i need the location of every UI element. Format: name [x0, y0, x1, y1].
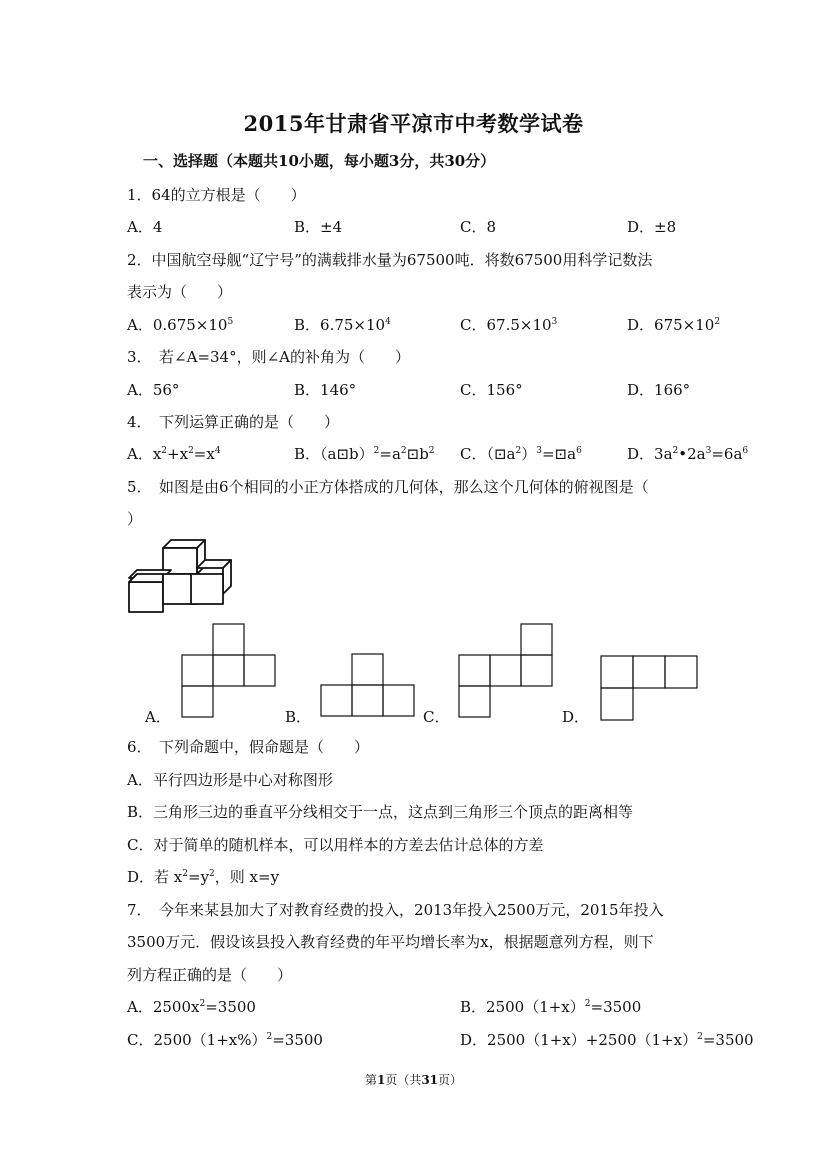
q4-option-d: D．$3a^2•2a^3=6a^6$ [627, 445, 749, 463]
page-title: 2015年甘肃省平凉市中考数学试卷 [243, 111, 584, 136]
cube-solid-figure [125, 538, 235, 618]
q7-option-a: A．$2500x^2=3500$ [127, 998, 256, 1016]
q4-option-b: B．$(a⊡b)^2=a^2⊡b^2$ [294, 445, 435, 463]
q2-option-b: B．$6.75\times 10^4$ [294, 316, 391, 334]
q1-option-a: A．4 [127, 218, 163, 236]
q7-option-d: D．$2500(1+x)+2500(1+x)^2=3500$ [460, 1031, 754, 1049]
q5-option-d-label: D． [562, 708, 590, 726]
q5-stem-line1: 5． 如图是由6个相同的小正方体搭成的几何体，那么这个几何体的俯视图是（ [127, 478, 649, 496]
q7-stem-line3: 列方程正确的是（ ） [127, 966, 293, 984]
q2-stem-line1: 2．中国航空母舰“辽宁号”的满载排水量为67500吨．将数67500用科学记数法 [127, 251, 653, 269]
q4-stem: 4． 下列运算正确的是（ ） [127, 413, 340, 431]
q2-option-d: D．$675\times 10^2$ [627, 316, 721, 334]
q5-option-c-figure [458, 622, 558, 722]
q3-option-c: C．156° [460, 381, 523, 399]
q5-stem-line2: ） [127, 510, 143, 528]
q3-option-b: B．146° [294, 381, 357, 399]
q4-option-a: A．$x^2+x^2=x^4$ [127, 445, 221, 463]
q6-stem: 6． 下列命题中，假命题是（ ） [127, 738, 370, 756]
q1-option-c: C．8 [460, 218, 497, 236]
q5-option-b-figure [320, 652, 420, 722]
q6-option-d: D．若 $x^2=y^2$，则 x=y [127, 868, 280, 886]
q5-option-b-label: B． [285, 708, 312, 726]
q1-option-d: D．±8 [627, 218, 677, 236]
q5-option-a-figure [180, 622, 280, 722]
q5-option-d-figure [600, 654, 700, 724]
section-heading: 一、选择题（本题共10小题，每小题3分，共30分） [143, 152, 496, 170]
q6-option-b: B．三角形三边的垂直平分线相交于一点，这点到三角形三个顶点的距离相等 [127, 803, 634, 821]
q7-stem-line1: 7． 今年来某县加大了对教育经费的投入，2013年投入2500万元，2015年投入 [127, 901, 664, 919]
page-footer: 第1页（共31页） [364, 1073, 463, 1087]
q4-option-c: C．$(⊡a^2)^3=⊡a^6$ [460, 445, 582, 463]
q3-option-a: A．56° [127, 381, 180, 399]
q2-option-a: A．$0.675\times 10^5$ [127, 316, 234, 334]
q1-option-b: B．±4 [294, 218, 343, 236]
q7-stem-line2: 3500万元．假设该县投入教育经费的年平均增长率为x，根据题意列方程，则下 [127, 933, 654, 951]
q7-option-b: B．$2500(1+x)^2=3500$ [460, 998, 642, 1016]
q7-option-c: C．$2500(1+x\%)^2=3500$ [127, 1031, 323, 1049]
q2-stem-line2: 表示为（ ） [127, 283, 233, 301]
q6-option-a: A．平行四边形是中心对称图形 [127, 771, 333, 789]
q1-stem: 1．64的立方根是（ ） [127, 186, 306, 204]
q6-option-c: C．对于简单的随机样本，可以用样本的方差去估计总体的方差 [127, 836, 544, 854]
q5-option-c-label: C． [423, 708, 450, 726]
q2-option-c: C．$67.5\times 10^3$ [460, 316, 558, 334]
q5-option-a-label: A． [145, 708, 171, 726]
q3-option-d: D．166° [627, 381, 691, 399]
q3-stem: 3． 若∠A=34°，则∠A的补角为（ ） [127, 348, 411, 366]
